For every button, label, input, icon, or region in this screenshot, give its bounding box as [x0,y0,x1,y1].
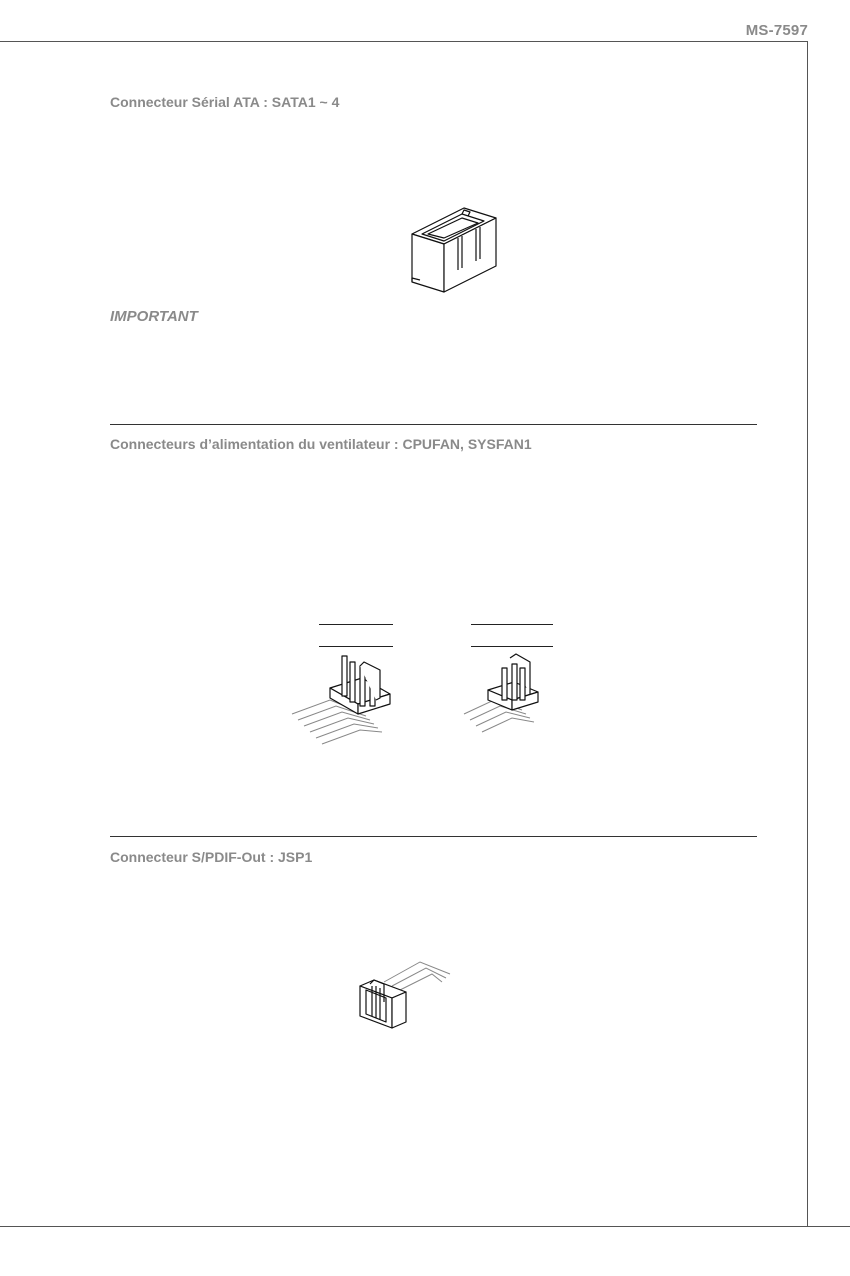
sysfan-label-line-top [471,624,553,625]
page-frame-right [807,41,808,1226]
cpufan-label-line-top [319,624,393,625]
sata-heading: Connecteur Sérial ATA : SATA1 ~ 4 [110,94,340,110]
section-divider [110,424,757,425]
page-frame-bottom [0,1226,850,1227]
cpufan-connector-illustration [290,654,400,748]
important-label: IMPORTANT [110,308,198,325]
section-divider [110,836,757,837]
sata-connector-illustration [408,204,500,296]
model-label: MS-7597 [745,22,808,39]
fan-heading: Connecteurs d’alimentation du ventilateur : CPUFAN, SYSFAN1 [110,436,532,452]
page-frame-top [0,41,808,42]
spdif-connector-illustration [356,956,456,1032]
sysfan-connector-illustration [462,654,552,748]
sysfan-label-line-bottom [471,646,553,647]
cpufan-label-line-bottom [319,646,393,647]
spdif-heading: Connecteur S/PDIF-Out : JSP1 [110,849,313,865]
